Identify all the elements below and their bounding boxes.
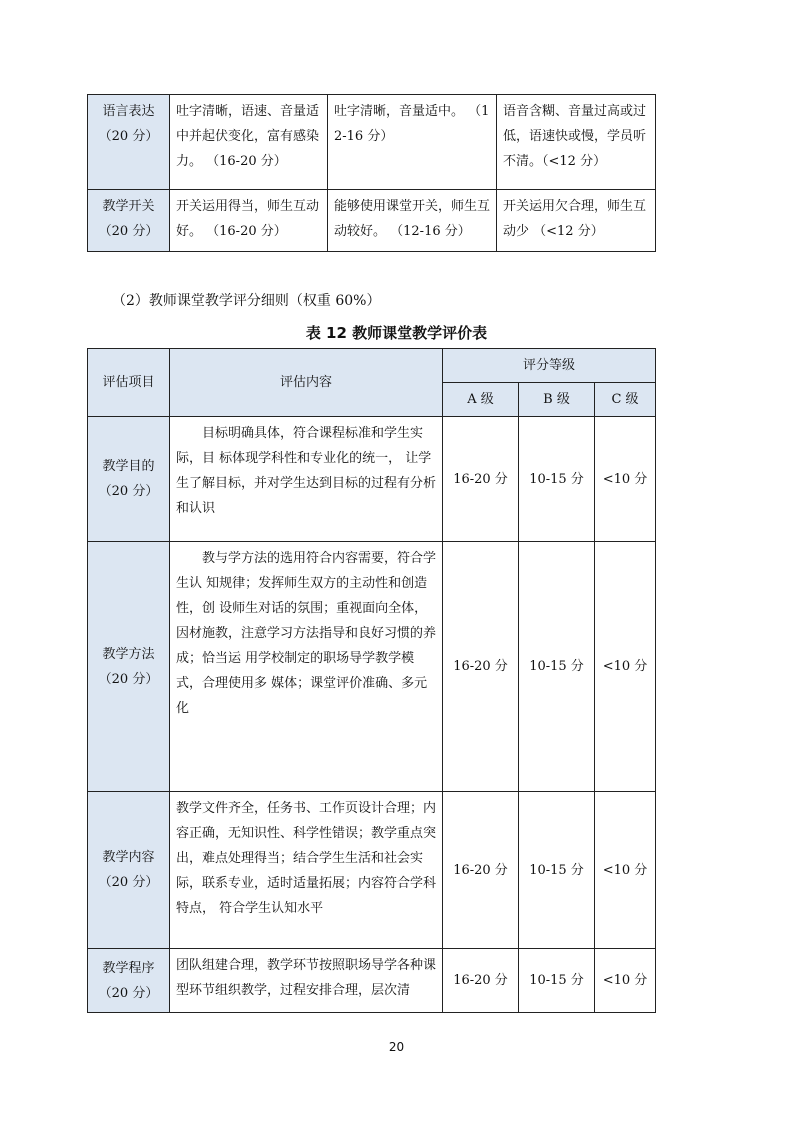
header-c: C 级 (595, 383, 656, 417)
header-content: 评估内容 (170, 349, 443, 417)
item-score: （20 分） (98, 671, 159, 687)
grade-c-cell: <10 分 (595, 417, 656, 542)
grade-c-cell: <10 分 (595, 792, 656, 949)
table-row (88, 792, 656, 949)
page-number: 20 (388, 1040, 405, 1054)
table-row (88, 949, 656, 1013)
section-heading: （2）教师课堂教学评分细则（权重 60%） (112, 293, 381, 309)
grade-a-cell: 16-20 分 (443, 417, 519, 542)
item-cell (88, 417, 170, 542)
grade-a-cell: 16-20 分 (443, 949, 519, 1013)
grade-b-cell: 10-15 分 (519, 542, 595, 792)
item-score: （20 分） (98, 875, 159, 890)
item-score: （20 分） (98, 224, 159, 239)
header-a: A 级 (443, 383, 519, 417)
item-name: 教学目的 (102, 459, 155, 474)
header-grade: 评分等级 (443, 349, 656, 383)
item-name: 教学内容 (102, 850, 155, 865)
grade-c-cell: <10 分 (595, 949, 656, 1013)
grade-a-cell: 16-20 分 (443, 792, 519, 949)
item-name: 教学开关 (102, 199, 155, 214)
item-cell (88, 792, 170, 949)
grade-c-cell: 开关运用欠合理，师生互动少 （<12 分） (497, 190, 656, 252)
grade-b-cell: 10-15 分 (519, 949, 595, 1013)
grade-b-cell: 能够使用课堂开关，师生互动较好。 （12-16 分） (328, 190, 497, 252)
content-cell: 教学文件齐全，任务书、工作页设计合理；内 容正确，无知识性、科学性错误；教学重点突出，难点处理得当；结合学生生活和社会实际，联系专业，适时适量拓展；内容符合学科特点， 符合学生认知水平 (170, 792, 443, 949)
item-cell (88, 190, 170, 252)
grade-b-cell: 10-15 分 (519, 792, 595, 949)
criteria-table-top (87, 94, 656, 252)
item-name: 语言表达 (102, 104, 155, 119)
item-score: （20 分） (98, 985, 159, 1001)
item-cell (88, 949, 170, 1013)
table-row (88, 542, 656, 792)
grade-c-cell: 语音含糊、音量过高或过 低，语速快或慢，学员听 不清。（<12 分） (497, 95, 656, 190)
table-row (88, 417, 656, 542)
header-row (88, 349, 656, 383)
grade-a-cell: 16-20 分 (443, 542, 519, 792)
grade-a-cell: 开关运用得当，师生互动好。 （16-20 分） (170, 190, 328, 252)
grade-c-cell: <10 分 (595, 542, 656, 792)
item-name: 教学程序 (102, 960, 155, 976)
content-cell: 教与学方法的选用符合内容需要，符合学生认 知规律；发挥师生双方的主动性和创造性，创 设师生对话的氛围；重视面向全体，因材施教，注意学习方法指导和良好习惯的养成；恰当运 用学校制定的职场导学教学模式，合理使用多 媒体；课堂评价准确、多元化 (170, 542, 443, 792)
evaluation-table (87, 348, 656, 1013)
item-cell (88, 542, 170, 792)
content-cell: 目标明确具体，符合课程标准和学生实际，目 标体现学科性和专业化的统一， 让学生了解目标，并对学生达到目标的过程有分析和认识 (170, 417, 443, 542)
header-b: B 级 (519, 383, 595, 417)
table-caption: 表 12 教师课堂教学评价表 (305, 324, 488, 342)
header-item: 评估项目 (88, 349, 170, 417)
item-score: （20 分） (98, 129, 159, 144)
grade-b-cell: 吐字清晰，音量适中。 （12-16 分） (328, 95, 497, 190)
table-row (88, 95, 656, 190)
item-cell (88, 95, 170, 190)
grade-a-cell: 吐字清晰，语速、音量适中并起伏变化，富有感染力。 （16-20 分） (170, 95, 328, 190)
table-row (88, 190, 656, 252)
content-cell: 团队组建合理，教学环节按照职场导学各种课型环节组织教学，过程安排合理，层次清 (170, 949, 443, 1013)
grade-b-cell: 10-15 分 (519, 417, 595, 542)
item-name: 教学方法 (102, 646, 155, 662)
item-score: （20 分） (98, 484, 159, 499)
